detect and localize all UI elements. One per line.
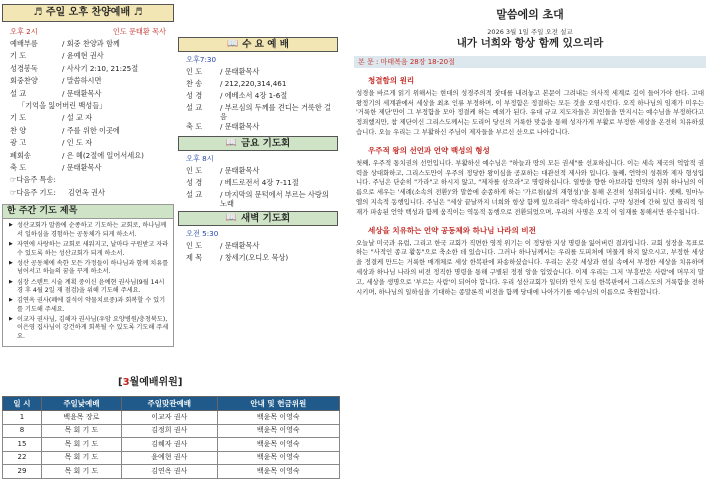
sermon-section	[354, 76, 706, 138]
friday-value: / 문태환목사	[220, 166, 260, 175]
friday-row	[186, 189, 334, 208]
order-label: ☞다음주 특송:	[10, 175, 56, 185]
schedule-cell: 22	[3, 451, 42, 465]
order-label: 기 도	[10, 51, 27, 61]
schedule-cell: 목 회 기 도	[41, 465, 121, 479]
friday-header	[178, 136, 338, 151]
dawn-value: / 문태환목사	[220, 241, 260, 250]
order-value: 김연옥 권사	[68, 187, 106, 197]
wednesday-value: / 212,220,314,461	[220, 79, 287, 88]
order-row	[10, 186, 172, 198]
section-heading: 우주적 왕의 선언과 언약 백성의 형성	[368, 146, 490, 156]
schedule-table	[2, 396, 340, 479]
schedule-cell: 백윤목 이영숙	[217, 424, 339, 438]
midweek-section	[178, 37, 338, 267]
wednesday-value: / 문태환목사	[220, 67, 260, 76]
order-row	[10, 37, 172, 49]
friday-label: 설 교	[186, 190, 203, 199]
schedule-header: 주일낮예배	[41, 397, 121, 411]
order-value: / 회중 찬양과 함께	[62, 39, 120, 49]
schedule-cell: 백윤목 이영숙	[217, 411, 339, 425]
order-value: / 문태환목사	[62, 162, 102, 172]
schedule-cell: 백윤목 장로	[41, 411, 121, 425]
wednesday-row	[186, 66, 334, 78]
dawn-value: / 창세기(오디오 묵상)	[220, 253, 289, 262]
sermon-section	[354, 146, 706, 218]
schedule-cell: 29	[3, 465, 42, 479]
wednesday-header	[178, 37, 338, 52]
wednesday-label: 인 도	[186, 67, 203, 76]
wednesday-value: / 문태환목사	[220, 122, 260, 131]
friday-label: 성 경	[186, 178, 203, 187]
order-row	[10, 149, 172, 161]
dawn-row	[186, 252, 334, 264]
dawn-label: 오전 5:30	[186, 229, 219, 238]
schedule-cell: 김혜자 권사	[121, 438, 217, 452]
prayer-title: 한 주간 기도 제목	[3, 205, 173, 219]
wednesday-label: 오후7:30	[186, 55, 217, 64]
wednesday-row	[186, 102, 334, 121]
prayer-item: ▶ 이교자 권사님, 김해자 권사님(우암 요양병원/충청북도), 이은영 집사님이 강건하게 회복될 수 있도록 기도해 주세요.	[9, 316, 169, 341]
order-value: / 말씀하시면	[62, 76, 102, 86]
schedule-cell: 이교자 권사	[121, 411, 217, 425]
dawn-row	[186, 240, 334, 252]
order-value: / 은 혜(2절에 일어서세요)	[62, 150, 144, 160]
friday-row	[186, 177, 334, 189]
wednesday-value: / 부르심의 두께를 견디는 거룩한 걸음	[220, 103, 332, 121]
order-value: / 윤예현 권사	[62, 51, 104, 61]
wednesday-label: 축 도	[186, 122, 203, 131]
sermon-section	[354, 226, 706, 298]
wednesday-title: 수 요 예 배	[242, 38, 289, 50]
schedule-header: 안내 및 헌금위원	[217, 397, 339, 411]
schedule-cell: 백윤목 이영숙	[217, 465, 339, 479]
sermon-title: 말씀에의 초대	[496, 8, 564, 21]
order-label: 회중찬양	[10, 76, 38, 86]
order-row	[10, 161, 172, 173]
prayer-item: ▶ 성산교회가 말씀에 순종하고 기도하는 교회로, 하나님께서 일하심을 경험하는 공동체가 되게 하소서.	[9, 222, 169, 239]
wednesday-row	[186, 121, 334, 133]
section-heading: 세상을 치유하는 언약 공동체와 하나님 나라의 비전	[368, 226, 536, 236]
sermon-date: 2026 3월 1일 주일 오전 설교	[487, 28, 573, 36]
sunday-title: ♬ 주일 오후 찬양예배 ♬	[2, 4, 174, 22]
order-value: / 사사기 2:10, 21:25절	[62, 63, 139, 73]
prayer-item: ▶ 김연옥 권사(폐에 결석이 약물치료중)과 회복할 수 있기를 기도해 주세요.	[9, 297, 169, 314]
order-label: 축 도	[10, 162, 27, 172]
section-body: 오늘날 미국과 유럽, 그리고 한국 교회가 직면한 영적 위기는 이 정당한 지상 명령을 잃어버린 결과입니다. 교회 성장을 목표로 하는 "사적인 종교 활동"으로 축소한 데 있습니다. 그러나 하나님께서는 우리를 도피처에 머물게 하지 않으시고, 부정한 세상을 정결케 만드는 거룩한 매개체로 세상 한복판에 파송하셨습니다. 우리는 온갖 세상과 현실 속에서 부정한 세상을 치유하며 세상과 하나님 나라의 비전 정직한 명령을 통해 구별된 정점 앙을 입었습니다. 이제 우리는 그저 '부흥받은 사람'에 머무지 말고, 세상을 생명으로 '부르는 사람'이 되어야 합니다. 우리 성산교회가 일터와 안식 도심 한복판에서 그리스도의 거룩함을 전하시키며, 하나님의 일하심을 기대하는 종말론적 비전을 함께 당대에 나아가기를 예수님의 이름으로 축원합니다.	[356, 238, 704, 297]
sunday-time: 오후 2시	[10, 26, 38, 36]
friday-value: / 마지막의 문턱에서 부르는 사랑의 노래	[220, 190, 329, 208]
schedule-header: 일 시	[3, 397, 42, 411]
order-label: ☞다음주 기도:	[10, 187, 56, 197]
schedule-cell: 목 회 기 도	[41, 424, 121, 438]
schedule-cell: 백윤목 이영숙	[217, 451, 339, 465]
schedule-cell: 김정희 권사	[121, 424, 217, 438]
wednesday-value: / 에베소서 4장 1-6절	[220, 91, 288, 100]
order-label: 성경봉독	[10, 63, 38, 73]
order-row	[10, 99, 172, 111]
prayer-item: ▶ 심장 스텐트 시술 계획 중이신 윤예현 권사님(9월 14시경 후 4월 2일 재 점검)을 위해 기도해 주세요.	[9, 279, 169, 296]
order-row	[10, 75, 172, 87]
schedule-cell: 백윤목 이영숙	[217, 438, 339, 452]
book-icon: 📖	[227, 38, 239, 49]
wednesday-label: 찬 송	[186, 79, 203, 88]
prayer-item: ▶ 자연에 사랑하는 교회로 새워지고, 날마다 구원받고 자라 수 있도록 하는 성산교회가 되게 하소서.	[9, 241, 169, 258]
order-row	[10, 87, 172, 99]
order-label: 기 도	[10, 113, 27, 123]
schedule-title: [3월예배위원]	[118, 377, 183, 388]
dawn-row	[186, 228, 334, 240]
order-label: 설 교	[10, 88, 27, 98]
order-row	[10, 112, 172, 124]
prayer-box	[2, 204, 174, 347]
dawn-header	[178, 211, 338, 226]
wednesday-label: 성 경	[186, 91, 203, 100]
wednesday-label: 설 교	[186, 103, 203, 112]
wednesday-row	[186, 54, 334, 66]
dawn-label: 인 도	[186, 241, 203, 250]
schedule-cell: 목 회 기 도	[41, 438, 121, 452]
schedule-row	[3, 451, 340, 465]
sermon-reference: 본 문 : 마태복음 28장 18-20절	[354, 56, 706, 68]
dawn-title: 새벽 기도회	[241, 212, 291, 224]
friday-title: 금요 기도회	[241, 137, 291, 149]
schedule-cell: 윤예현 권사	[121, 451, 217, 465]
schedule-cell: 8	[3, 424, 42, 438]
schedule-header: 주일맞관예배	[121, 397, 217, 411]
sunday-leader: 인도 문태환 목사	[112, 26, 166, 36]
order-value: / 설 교 자	[62, 113, 93, 123]
friday-label: 오후 8시	[186, 154, 214, 163]
book-icon: 📖	[225, 137, 237, 148]
sermon-headline: 내가 너희와 항상 함께 있으리라	[456, 37, 604, 50]
order-label: 찬 양	[10, 125, 27, 135]
order-row	[10, 124, 172, 136]
schedule-cell: 15	[3, 438, 42, 452]
order-row	[10, 62, 172, 74]
order-label: 예배부름	[10, 39, 38, 49]
book-icon: 📖	[225, 212, 237, 223]
order-value: / 문태환목사	[62, 88, 102, 98]
schedule-row	[3, 465, 340, 479]
prayer-item: ▶ 성산 공동체에 속한 모든 가정들이 하나님과 함께 치유를 넘어서고 하늘의 꿈을 꾸게 하소서.	[9, 260, 169, 277]
order-row	[10, 174, 172, 186]
wednesday-row	[186, 78, 334, 90]
schedule-cell: 김연옥 권사	[121, 465, 217, 479]
section-body: 첫째, 우주적 통치권의 선언입니다. 부활하신 예수님은 "하늘과 땅의 모든 권세"를 선포하십니다. 이는 세속 제국의 억압적 권력을 상대화하고, 그리스도만이 우주의 정당한 왕이심을 공포하는 대관선적 제사와 입니다. 둘째, 언약의 성취와 제자 형성입니다. 주님은 단순히 "가라"고 하시지 않고, "제자를 삼으라"고 명령하십니다. 열방을 향한 아브라함 언약의 성취 하나님의 이름으로 세우는 '세례(소속의 전환)'와 말씀에 순종하게 하는 '가르침(삶의 재형성)'을 통해 온전히 성취되십니다. 셋째, 임마누엘의 지속적 동행입니다. 주님은 "세상 끝날까지 너희와 항상 함께 있으리라" 약속하십니다. 구약 성전에 간혀 있던 물리적 임재가 파송된 언약 백성과 함께 움직이는 역동적 동행으로 전환되었으며, 우리의 사명은 오직 이 임재를 통해서만 완수됩니다.	[356, 158, 704, 217]
order-row	[10, 50, 172, 62]
schedule-cell: 1	[3, 411, 42, 425]
schedule-row	[3, 411, 340, 425]
friday-row	[186, 165, 334, 177]
sunday-section	[2, 4, 174, 347]
schedule-cell: 목 회 기 도	[41, 451, 121, 465]
sermon-section	[354, 4, 706, 298]
section-heading: 청결함의 원리	[368, 76, 415, 86]
friday-label: 인 도	[186, 166, 203, 175]
wednesday-row	[186, 90, 334, 102]
friday-value: / 베드로전서 4장 7-11절	[220, 178, 299, 187]
dawn-label: 제 목	[186, 253, 203, 262]
schedule-row	[3, 424, 340, 438]
order-label: 광 고	[10, 138, 27, 148]
order-value: 「기억을 잃어버린 백성들」	[18, 101, 107, 111]
order-row	[10, 137, 172, 149]
order-value: / 인 도 자	[62, 138, 93, 148]
schedule-row	[3, 438, 340, 452]
order-value: / 주를 위한 이곳에	[62, 125, 120, 135]
section-body: 성경을 바르게 읽기 위해서는 현대의 성경주의적 잣대를 내려놓고 본문이 그려내는 의사적 세계로 깊이 들어가야 한다. 고대 왕정기의 세계관에서 세상을 최초 인류 부정하며, 이 부정함은 정결하는 모든 것을 오염시킨다. 오직 하나님의 임재가 미우는 '거룩한 제단'만이 그 부정함을 모아 정결케 하는 예외가 된다. 유대 규교 지도자들은 죄인들을 만지시는 예수님을 부정하다고 정죄했지만, 참 제단이신 그리스도께서는 도리어 당신의 거룩한 맞음을 통해 성자가게 부활로 부정한 세상을 온전히 치유하셨습니다. 오늘 우리는 그 부활하신 주님이 제자들을 부르신 산으로 나아갑니다.	[356, 88, 704, 137]
order-label: 폐회송	[10, 150, 31, 160]
prayer-list	[3, 219, 173, 346]
friday-row	[186, 153, 334, 165]
